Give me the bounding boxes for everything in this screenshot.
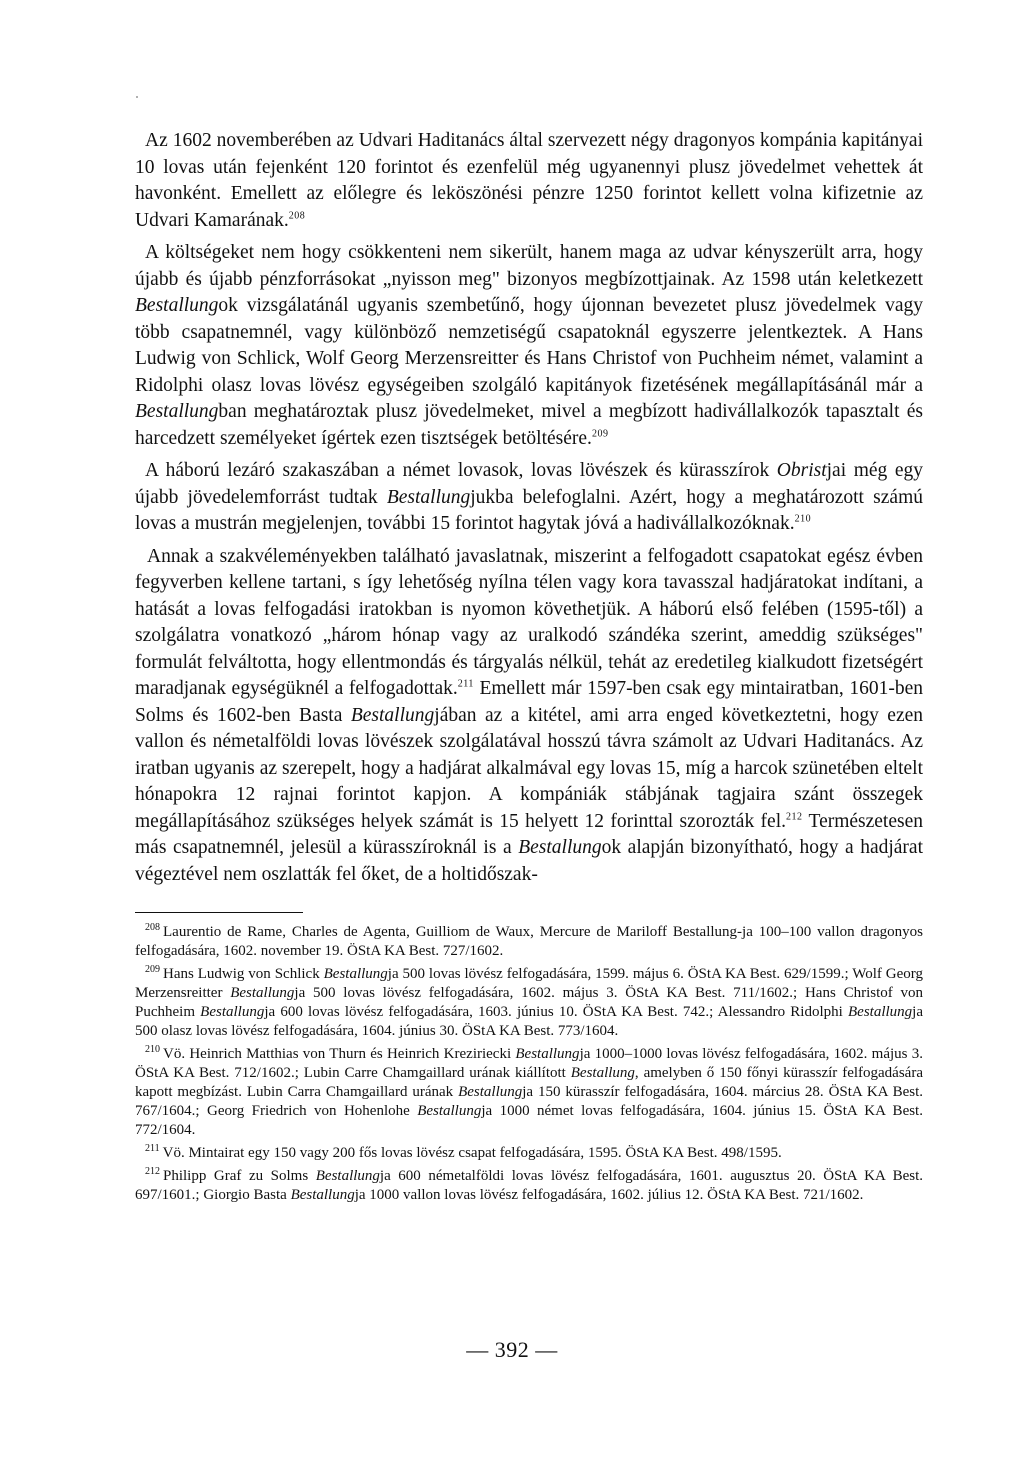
italic-term: Bestallung	[848, 1004, 913, 1020]
italic-term: Bestallung	[570, 1065, 635, 1081]
italic-term: Bestallung	[386, 486, 471, 508]
italic-term: Bestallung	[458, 1084, 523, 1100]
page-content	[135, 128, 923, 1205]
text-run: ja 600 németalföldi lovas lövész felfogadására, 1601. augusztus 20. ÖStA KA Best. 697/1601.; Giorgio Basta	[135, 1168, 924, 1203]
text-run: ok alapján bizonyítható, hogy a hadjárat végeztével nem oszlatták fel őket, de a holtidőszak-	[135, 837, 923, 885]
italic-term: Bestallung	[518, 837, 602, 858]
footnote-ref: 212	[786, 811, 803, 822]
text-run: Vö. Mintairat egy 150 vagy 200 fős lovas lövész csapat felfogadására, 1595. ÖStA KA Best. 498/1595.	[162, 1145, 782, 1161]
footnote: 212 Philipp Graf zu Solms Bestallungja 600 németalföldi lovas lövész felfogadására, 1601. augusztus 20. ÖStA KA Best. 697/1601.; Giorgio Basta Bestallungja 1000 vallon lovas lövész felfogadására, 1602. július 12. ÖStA KA Best. 721/1602.	[135, 1166, 924, 1203]
page-number: — 392 —	[466, 1337, 558, 1362]
text-run: A költségeket nem hogy csökkenteni nem sikerült, hanem maga az udvar kényszerült arra, hogy újabb és újabb pénzforrásokat „nyisson meg" bizonyos megbízottjainak. Az 1598 után keletkezett	[135, 242, 923, 290]
text-run: ja 1000 német lovas felfogadására, 1604. június 15. ÖStA KA Best. 772/1604.	[135, 1103, 923, 1138]
footnote: 211 Vö. Mintairat egy 150 vagy 200 fős lovas lövész csapat felfogadására, 1595. ÖStA KA Best. 498/1595.	[145, 1143, 782, 1161]
scan-speck	[136, 96, 138, 98]
paragraph	[135, 240, 923, 452]
text-run: , amelyben ő 150 főnyi kürasszír felfogadására kapott megbízást. Lubin Carra Chamgaillard urának	[135, 1065, 923, 1100]
italic-term: Obrist	[776, 460, 827, 481]
footnote-ref: 210	[794, 513, 812, 525]
text-run: A háború lezáró szakaszában a német lovasok, lovas lövészek és kürasszírok	[145, 460, 777, 481]
text-run: Philipp Graf zu Solms	[163, 1168, 316, 1184]
text-run: Vö. Heinrich Matthias von Thurn és Heinrich Kreziriecki	[163, 1046, 516, 1062]
italic-term: Bestallung	[315, 1168, 380, 1184]
text-run: ja 1000–1000 lovas lövész felfogadására, 1602. május 3. ÖStA KA Best. 712/1602.; Lubin Carre Chamgaillard urának kiállított	[135, 1046, 923, 1081]
text-run: ja 600 lovas lövész felfogadására, 1603. június 10. ÖStA KA Best. 742.; Alessandro Ridolphi	[264, 1004, 848, 1020]
footnote: 210 Vö. Heinrich Matthias von Thurn és Heinrich Kreziriecki Bestallungja 1000–1000 lovas lövész felfogadására, 1602. május 3. ÖStA KA Best. 712/1602.; Lubin Carre Chamgaillard urának kiállított Bestallung, amelyben ő 150 főnyi kürasszír felfogadására kapott megbízást. Lubin Carra Chamgaillard urának Bestallungja 150 kürasszír felfogadására, 1604. március 28. ÖStA KA Best. 767/1604.; Georg Friedrich von Hohenlohe Bestallungja 1000 német lovas felfogadására, 1604. június 15. ÖStA KA Best. 772/1604.	[135, 1044, 923, 1138]
text-run: Laurentio de Rame, Charles de Agenta, Guilliom de Waux, Mercure de Mariloff Bestallung-ja 100–100 vallon dragonyos felfogadására, 1602. november 19. ÖStA KA Best. 727/1602.	[135, 924, 923, 959]
text-run: Annak a szakvéleményekben található javaslatnak, miszerint a felfogadott csapatokat egész évben fegyverben kellene tartani, s így lehetőség nyílna télen vagy kora tavasszal hadjáratokat indítani, a hatását a lovas felfogadási iratokban is nyomon követhetjük. A háború első felében (1595-től) a szolgálatra vonatkozó „három hónap vagy az uralkodó szándéka szerint, ameddig szükséges" formulát felváltotta, hogy ellentmondás és tárgyalás nélkül, tehát az eredetileg kialkudott fizetségért maradjanak egységüknél a felfogadottak.	[135, 545, 923, 699]
footnote: 208 Laurentio de Rame, Charles de Agenta, Guilliom de Waux, Mercure de Mariloff Bestallung-ja 100–100 vallon dragonyos felfogadására, 1602. november 19. ÖStA KA Best. 727/1602.	[135, 922, 923, 959]
footnotes	[135, 923, 923, 1205]
text-run: ja 150 kürasszír felfogadására, 1604. március 28. ÖStA KA Best. 767/1604.; Georg Friedrich von Hohenlohe	[135, 1084, 923, 1119]
text-run: ok vizsgálatánál ugyanis szembetűnő, hogy újonnan bevezetet plusz jövedelmek vagy több csapatnemnél, vagy különböző nemzetiségű csapatoknál egyszerre jelentkeztek. A Hans Ludwig von Schlick, Wolf Georg Merzensreitter és Hans Christof von Puchheim német, valamint a Ridolphi olasz lovas lövész egységeiben szolgáló kapitányok fizetésének megállapításánál már a	[135, 295, 923, 396]
footnote-ref: 209	[591, 428, 609, 439]
italic-term: Bestallung	[230, 985, 295, 1001]
text-run: Természetesen más csapatnemnél, jelesül a kürasszíroknál is a	[135, 810, 924, 858]
paragraph	[135, 128, 923, 234]
italic-term: Bestallung	[135, 401, 219, 422]
italic-term: Bestallung	[200, 1004, 265, 1020]
text-run: ban meghatároztak plusz jövedelmeket, mivel a megbízott hadivállalkozók tapasztalt és harcedzett személyeket ígértek ezen tisztségek betöltésére.	[135, 401, 923, 449]
text-run: Az 1602 novemberében az Udvari Haditanács által szervezett négy dragonyos kompánia kapitányai 10 lovas után fejenként 120 forintot és ezenfelül még ugyanennyi plusz jövedelmet vehettek át havonként. Emellett az előlegre és leköszönési pénzre 1250 forintot kellett volna kifizetnie az Udvari Kamarának.	[135, 130, 923, 231]
italic-term: Bestallung	[290, 1187, 355, 1203]
text-run: ja 500 lovas lövész felfogadására, 1602. május 3. ÖStA KA Best. 711/1602.; Hans Christof von Puchheim	[135, 985, 924, 1020]
italic-term: Bestallung	[323, 966, 388, 982]
footnote-ref: 211	[457, 678, 474, 690]
italic-term: Bestallung	[417, 1103, 482, 1119]
text-run: jukba belefoglalni. Azért, hogy a meghatározott számú lovas a mustrán megjelenjen, további 15 forintot hagytak jóvá a hadivállalkozóknak.	[135, 486, 923, 534]
italic-term: Bestallung	[135, 295, 219, 316]
paragraph	[135, 544, 923, 889]
footnote: 209 Hans Ludwig von Schlick Bestallungja 500 lovas lövész felfogadására, 1599. május 6. ÖStA KA Best. 629/1599.; Wolf Georg Merzensreitter Bestallungja 500 lovas lövész felfogadására, 1602. május 3. ÖStA KA Best. 711/1602.; Hans Christof von Puchheim Bestallungja 600 lovas lövész felfogadására, 1603. június 10. ÖStA KA Best. 742.; Alessandro Ridolphi Bestallungja 500 olasz lovas lövész felfogadására, 1604. június 30. ÖStA KA Best. 773/1604.	[135, 964, 924, 1039]
text-run: ja 500 olasz lovas lövész felfogadására, 1604. június 30. ÖStA KA Best. 773/1604.	[135, 1004, 923, 1039]
italic-term: Bestallung	[515, 1046, 580, 1062]
italic-term: Bestallung	[350, 704, 435, 726]
text-run: ja 500 lovas lövész felfogadására, 1599. május 6. ÖStA KA Best. 629/1599.; Wolf Georg Merzensreitter	[135, 966, 924, 1001]
text-run: jában az a kitétel, ami arra enged következtetni, hogy ezen vallon és németalföldi lovas lövészek szolgálatával hosszú távra számolt az Udvari Haditanács. Az iratban ugyanis az szerepelt, hogy a hadjárat alkalmával egy lovas 15, míg a harcok szünetében eltelt hónapokra 12 rajnai forintot kapjon. A kompániák stábjának tagjaira szánt összegek megállapításához szükséges helyek számát is 15 helyett 12 forinttal szorozták fel.	[135, 704, 924, 832]
main-text	[135, 128, 923, 888]
footnote-ref: 208	[288, 210, 306, 221]
footnote-separator	[135, 912, 303, 913]
text-run: ja 1000 vallon lovas lövész felfogadására, 1602. július 12. ÖStA KA Best. 721/1602.	[354, 1187, 864, 1203]
text-run: Emellett már 1597-ben csak egy mintairatban, 1601-ben Solms és 1602-ben Basta	[135, 678, 924, 726]
text-run: Hans Ludwig von Schlick	[163, 966, 324, 982]
text-run: jai még egy újabb jövedelemforrást tudtak	[135, 460, 924, 508]
paragraph	[135, 458, 923, 538]
